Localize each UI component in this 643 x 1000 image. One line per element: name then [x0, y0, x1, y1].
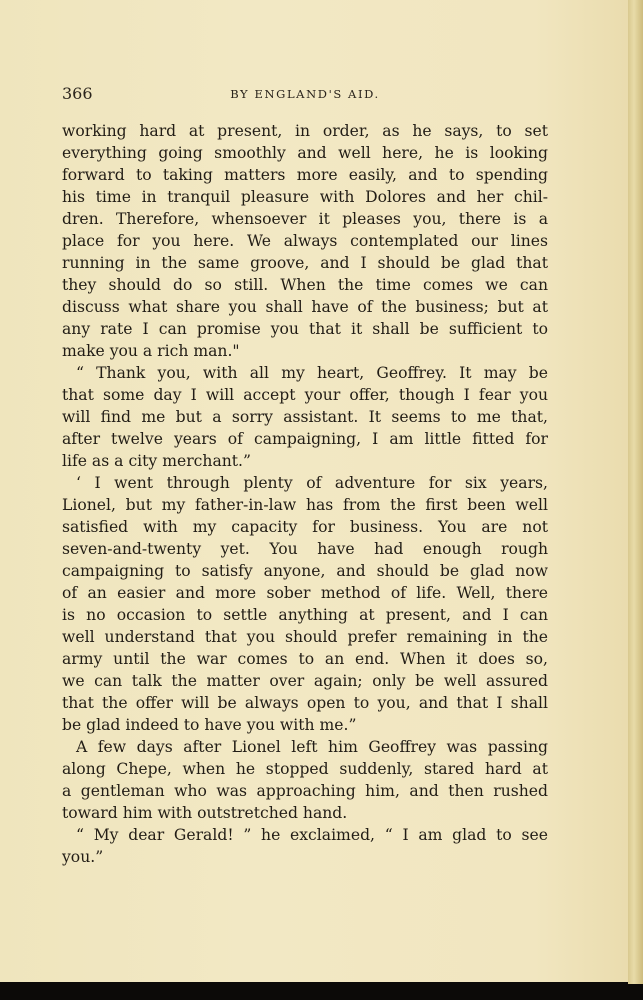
text-line: seven-and-twenty yet. You have had enough rough	[62, 540, 548, 558]
running-title: BY ENGLAND'S AID.	[230, 87, 380, 101]
text-line: we can talk the matter over again; only be well assured	[62, 672, 548, 690]
text-line: working hard at present, in order, as he says, to set	[62, 122, 548, 140]
text-line: satisfied with my capacity for business. You are not	[62, 518, 548, 536]
text-line: be glad indeed to have you with me.”	[62, 716, 357, 734]
text-line: ‘ I went through plenty of adventure for six years,	[76, 474, 548, 492]
text-line: after twelve years of campaigning, I am little fitted for	[62, 430, 548, 448]
text-line: A few days after Lionel left him Geoffrey was passing	[76, 738, 548, 756]
page-edge	[628, 0, 643, 984]
text-line: of an easier and more sober method of life. Well, there	[62, 584, 548, 602]
text-line: “ Thank you, with all my heart, Geoffrey. It may be	[76, 364, 548, 382]
text-line: that the offer will be always open to you, and that I shall	[62, 694, 548, 712]
page-body-text	[62, 120, 548, 868]
text-line: Lionel, but my father-in-law has from the first been well	[62, 496, 548, 514]
text-line: his time in tranquil pleasure with Dolores and her chil-	[62, 188, 548, 206]
text-line: any rate I can promise you that it shall be sufficient to	[62, 320, 548, 338]
text-line: make you a rich man."	[62, 342, 240, 360]
text-line: campaigning to satisfy anyone, and should be glad now	[62, 562, 548, 580]
page-number: 366	[62, 84, 93, 103]
text-line: along Chepe, when he stopped suddenly, stared hard at	[62, 760, 548, 778]
text-line: discuss what share you shall have of the business; but at	[62, 298, 548, 316]
text-line: a gentleman who was approaching him, and then rushed	[62, 782, 548, 800]
text-line: life as a city merchant.”	[62, 452, 251, 470]
text-line: will find me but a sorry assistant. It seems to me that,	[62, 408, 548, 426]
text-line: you.”	[62, 848, 104, 866]
text-line: that some day I will accept your offer, though I fear you	[62, 386, 548, 404]
page-header	[62, 84, 548, 106]
text-line: dren. Therefore, whensoever it pleases you, there is a	[62, 210, 548, 228]
text-line: toward him with outstretched hand.	[62, 804, 348, 822]
text-line: well understand that you should prefer remaining in the	[62, 628, 548, 646]
text-line: forward to taking matters more easily, and to spending	[62, 166, 548, 184]
text-line: army until the war comes to an end. When it does so,	[62, 650, 548, 668]
text-line: place for you here. We always contemplated our lines	[62, 232, 548, 250]
text-line: “ My dear Gerald! ” he exclaimed, “ I am glad to see	[76, 826, 548, 844]
text-line: running in the same groove, and I should be glad that	[62, 254, 548, 272]
text-line: they should do so still. When the time comes we can	[62, 276, 548, 294]
text-line: is no occasion to settle anything at present, and I can	[62, 606, 548, 624]
text-line: everything going smoothly and well here, he is looking	[62, 144, 548, 162]
